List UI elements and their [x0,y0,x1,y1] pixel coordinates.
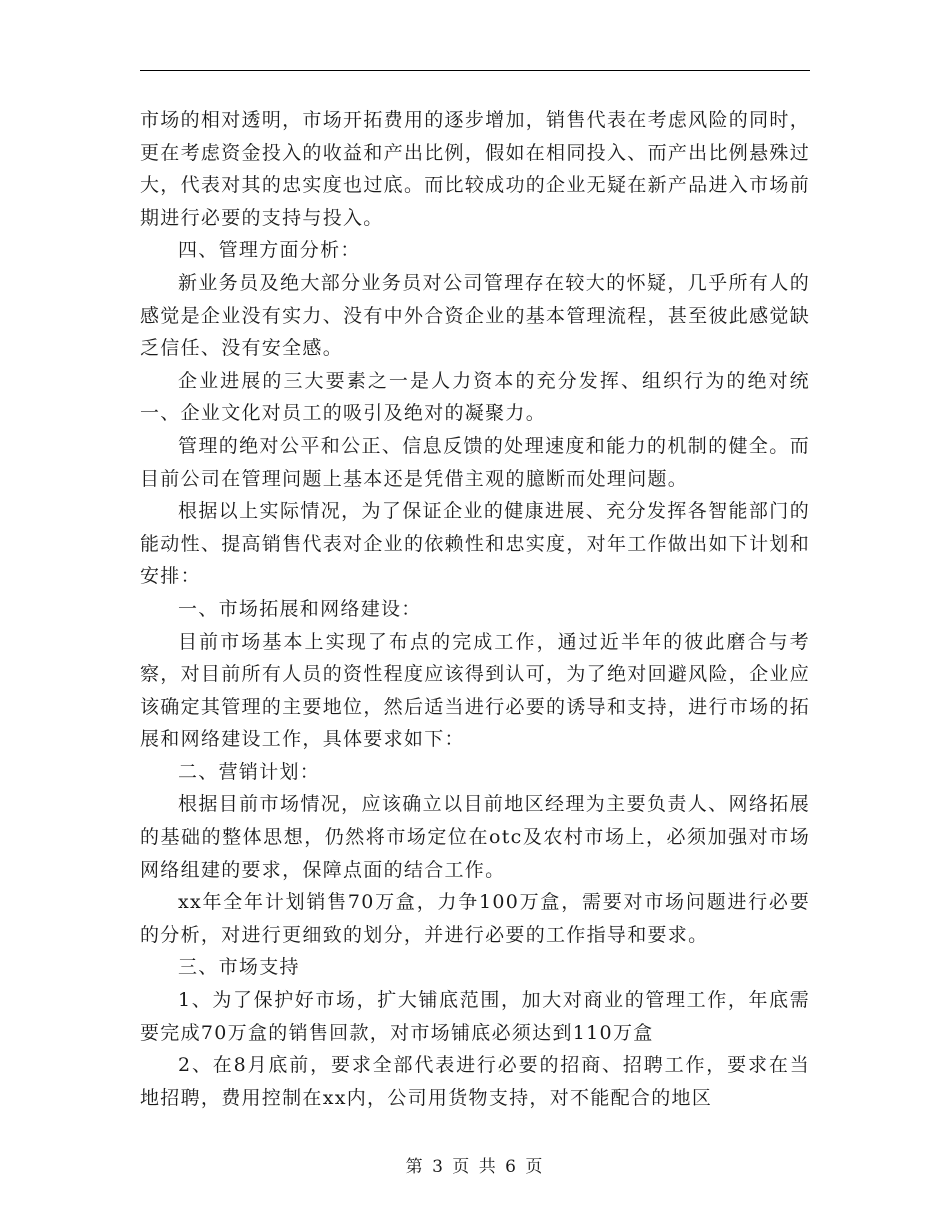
paragraph-4: 企业进展的三大要素之一是人力资本的充分发挥、组织行为的绝对统一、企业文化对员工的吸引及绝对的凝聚力。 [140,369,810,425]
section-heading-market-support: 三、市场支持 [178,956,300,979]
document-body [140,104,810,1114]
paragraph-1: 市场的相对透明，市场开拓费用的逐步增加，销售代表在考虑风险的同时，更在考虑资金投入的收益和产出比例，假如在相同投入、而产出比例悬殊过大，代表对其的忠实度也过底。而比较成功的企业无疑在新产品进入市场前期进行必要的支持与投入。 [140,109,810,229]
paragraph-11: xx年全年计划销售70万盒，力争100万盒，需要对市场问题进行必要的分析，对进行更细致的划分，并进行必要的工作指导和要求。 [140,891,810,946]
paragraph-14: 2、在8月底前，要求全部代表进行必要的招商、招聘工作，要求在当地招聘，费用控制在xx内，公司用货物支持，对不能配合的地区 [140,1054,810,1109]
page-number: 第 3 页 共 6 页 [405,1157,545,1177]
header-rule [140,70,810,71]
paragraph-3: 新业务员及绝大部分业务员对公司管理存在较大的怀疑，几乎所有人的感觉是企业没有实力、没有中外合资企业的基本管理流程，甚至彼此感觉缺乏信任、没有安全感。 [140,271,810,360]
page-footer [0,1152,950,1177]
section-heading-market-expansion: 一、市场拓展和网络建设： [178,597,422,620]
paragraph-10: 根据目前市场情况，应该确立以目前地区经理为主要负责人、网络拓展的基础的整体思想，仍然将市场定位在otc及农村市场上，必须加强对市场网络组建的要求，保障点面的结合工作。 [140,793,810,881]
paragraph-13: 1、为了保护好市场，扩大铺底范围，加大对商业的管理工作，年底需要完成70万盒的销售回款，对市场铺底必须达到110万盒 [140,989,810,1044]
paragraph-8: 目前市场基本上实现了布点的完成工作，通过近半年的彼此磨合与考察，对目前所有人员的资性程度应该得到认可，为了绝对回避风险，企业应该确定其管理的主要地位，然后适当进行必要的诱导和支持，进行市场的拓展和网络建设工作，具体要求如下： [140,630,810,751]
section-heading-management: 四、管理方面分析： [178,239,361,262]
paragraph-6: 根据以上实际情况，为了保证企业的健康进展、充分发挥各智能部门的能动性、提高销售代表对企业的依赖性和忠实度，对年工作做出如下计划和安排： [140,500,810,588]
section-heading-marketing-plan: 二、营销计划： [178,760,321,783]
paragraph-5: 管理的绝对公平和公正、信息反馈的处理速度和能力的机制的健全。而目前公司在管理问题上基本还是凭借主观的臆断而处理问题。 [140,434,810,490]
